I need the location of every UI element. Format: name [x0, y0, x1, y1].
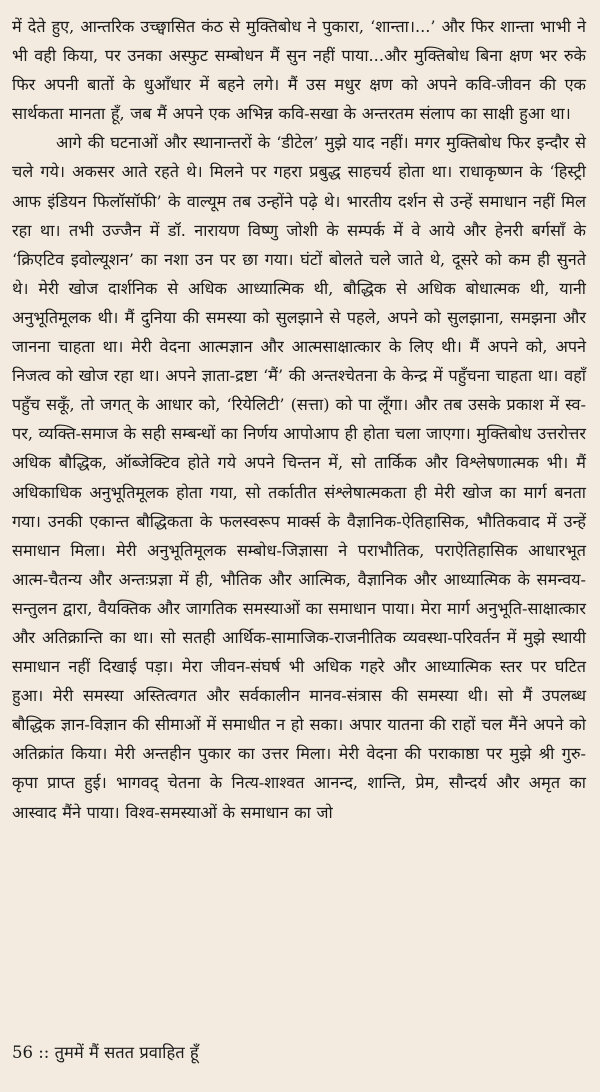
- page-body-text: [12, 12, 586, 827]
- paragraph-2: आगे की घटनाओं और स्थानान्तरों के ‘डीटेल’ मुझे याद नहीं। मगर मुक्तिबोध फिर इन्दौर से चले गये। अकसर आते रहते थे। मिलने पर गहरा प्रबुद्ध साहचर्य होता था। राधाकृष्णन के ‘हिस्ट्री आफ इंडियन फिलॉसॉफी’ के वाल्यूम तब उन्होंने पढ़े थे। भारतीय दर्शन से उन्हें समाधान नहीं मिल रहा था। तभी उज्जैन में डॉ. नारायण विष्णु जोशी के सम्पर्क में वे आये और हेनरी बर्गसाँ के ‘क्रिएटिव इवोल्यूशन’ का नशा उन पर छा गया। घंटों बोलते चले जाते थे, दूसरे को कम ही सुनते थे। मेरी खोज दार्शनिक से अधिक आध्यात्मिक थी, बौद्धिक से अधिक बोधात्मक थी, यानी अनुभूतिमूलक थी। मैं दुनिया की समस्या को सुलझाने से पहले, अपने को सुलझाना, समझना और जानना चाहता था। मेरी वेदना आत्मज्ञान और आत्मसाक्षात्कार के लिए थी। मैं अपने को, अपने निजत्व को खोज रहा था। अपने ज्ञाता-द्रष्टा ‘मैं’ की अन्तश्चेतना के केन्द्र में पहुँचना चाहता था। वहाँ पहुँच सकूँ, तो जगत् के आधार को, ‘रियेलिटी’ (सत्ता) को पा लूँगा। और तब उसके प्रकाश में स्व-पर, व्यक्ति-समाज के सही सम्बन्धों का निर्णय आपोआप ही होता चला जाएगा। मुक्तिबोध उत्तरोत्तर अधिक बौद्धिक, ऑब्जेक्टिव होते गये अपने चिन्तन में, सो तार्किक और विश्लेषणात्मक भी। मैं अधिकाधिक अनुभूतिमूलक होता गया, सो तर्कातीत संश्लेषात्मकता ही मेरी खोज का मार्ग बनता गया। उनकी एकान्त बौद्धिकता के फलस्वरूप मार्क्स के वैज्ञानिक-ऐतिहासिक, भौतिकवाद में उन्हें समाधान मिला। मेरी अनुभूतिमूलक सम्बोध-जिज्ञासा ने पराभौतिक, पराऐतिहासिक आधारभूत आत्म-चैतन्य और अन्तःप्रज्ञा में ही, भौतिक और आत्मिक, वैज्ञानिक और आध्यात्मिक के समन्वय-सन्तुलन द्वारा, वैयक्तिक और जागतिक समस्याओं का समाधान पाया। मेरा मार्ग अनुभूति-साक्षात्कार और अतिक्रान्ति का था। सो सतही आर्थिक-सामाजिक-राजनीतिक व्यवस्था-परिवर्तन में मुझे स्थायी समाधान नहीं दिखाई पड़ा। मेरा जीवन-संघर्ष भी अधिक गहरे और आध्यात्मिक स्तर पर घटित हुआ। मेरी समस्या अस्तित्वगत और सर्वकालीन मानव-संत्रास की समस्या थी। सो मैं उपलब्ध बौद्धिक ज्ञान-विज्ञान की सीमाओं में समाधीत न हो सका। अपार यातना की राहों चल मैंने अपने को अतिक्रांत किया। मेरी अन्तहीन पुकार का उत्तर मिला। मेरी वेदना की पराकाष्ठा पर मुझे श्री गुरु-कृपा प्राप्त हुई। भागवद् चेतना के नित्य-शाश्वत आनन्द, शान्ति, प्रेम, सौन्दर्य और अमृत का आस्वाद मैंने पाया। विश्व-समस्याओं के समाधान का जो: [12, 133, 586, 822]
- paragraph-1: में देते हुए, आन्तरिक उच्छ्वासित कंठ से मुक्तिबोध ने पुकारा, ‘शान्ता।...’ और फिर शान्ता भाभी ने भी वही किया, पर उनका अस्फुट सम्बोधन मैं सुन नहीं पाया...और मुक्तिबोध बिना क्षण भर रुके फिर अपनी बातों के धुआँधार में बहने लगे। मैं उस मधुर क्षण को अपने कवि-जीवन की एक सार्थकता मानता हूँ, जब मैं अपने एक अभिन्न कवि-सखा के अन्तरतम संलाप का साक्षी हुआ था।: [12, 17, 586, 124]
- page-footer: [12, 1040, 199, 1066]
- running-title: तुममें मैं सतत प्रवाहित हूँ: [54, 1043, 199, 1062]
- footer-separator: ::: [38, 1043, 50, 1062]
- page-number: 56: [12, 1043, 33, 1062]
